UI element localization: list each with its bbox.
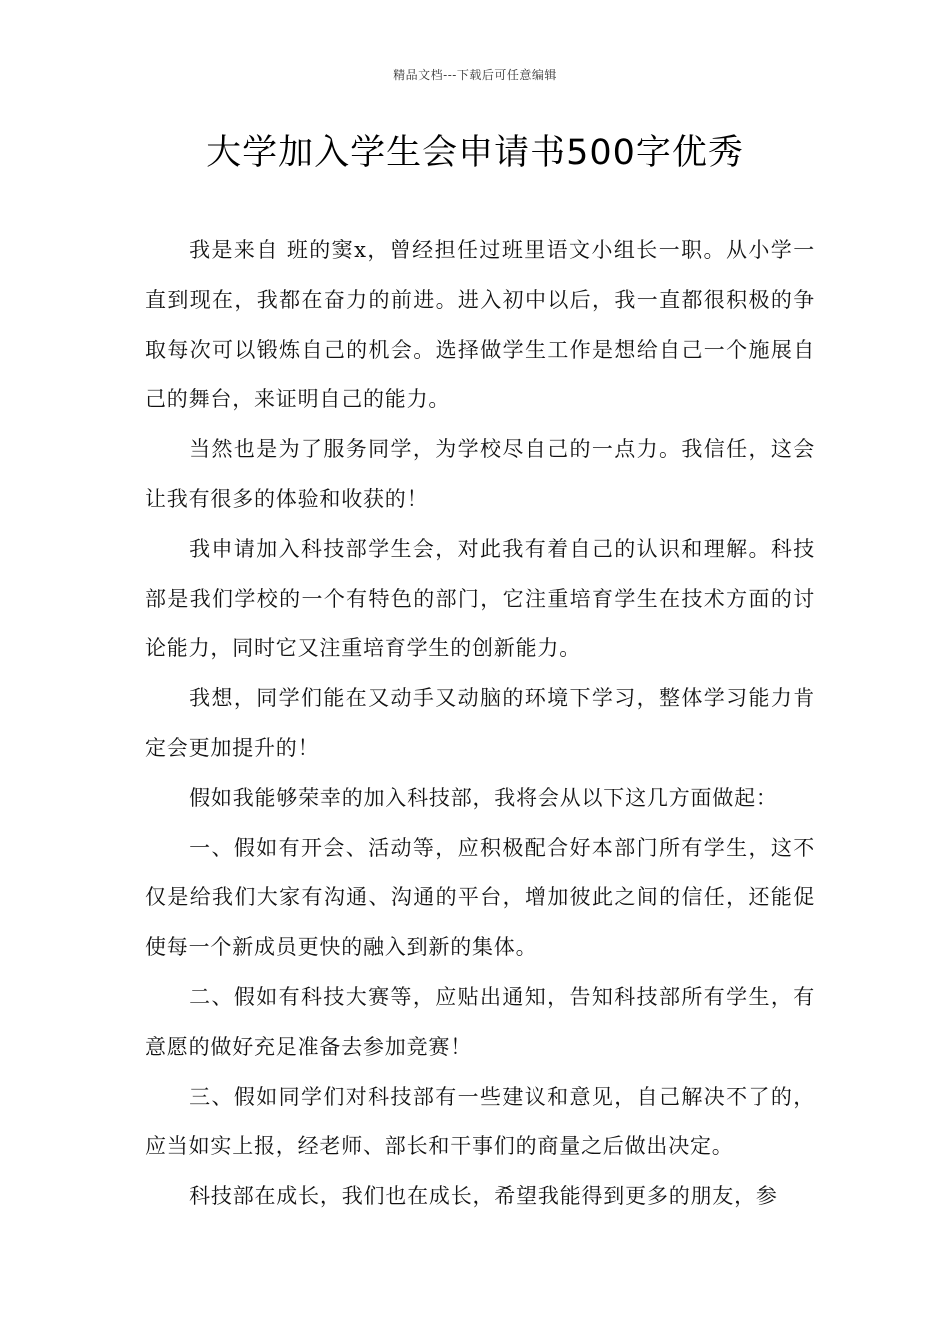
header-note: 精品文档---下载后可任意编辑 [393,68,557,82]
paragraph: 我是来自 班的窦x，曾经担任过班里语文小组长一职。从小学一直到现在，我都在奋力的前进。进入初中以后，我一直都很积极的争取每次可以锻炼自己的机会。选择做学生工作是想给自己一个施展自己的舞台，来证明自己的能力。 [145,238,815,412]
document-body [145,226,815,1222]
paragraph: 科技部在成长，我们也在成长，希望我能得到更多的朋友，参 [189,1184,778,1209]
paragraph: 我申请加入科技部学生会，对此我有着自己的认识和理解。科技部是我们学校的一个有特色的部门，它注重培育学生在技术方面的讨论能力，同时它又注重培育学生的创新能力。 [145,536,815,661]
page-title: 大学加入学生会申请书500字优秀 [206,133,744,173]
paragraph: 二、假如有科技大赛等，应贴出通知，告知科技部所有学生，有意愿的做好充足准备去参加竞赛！ [145,984,815,1059]
paragraph: 当然也是为了服务同学，为学校尽自己的一点力。我信任，这会让我有很多的体验和收获的！ [145,437,815,511]
paragraph: 我想，同学们能在又动手又动脑的环境下学习，整体学习能力肯定会更加提升的！ [145,686,815,760]
paragraph: 三、假如同学们对科技部有一些建议和意见，自己解决不了的，应当如实上报，经老师、部长和干事们的商量之后做出决定。 [145,1084,815,1159]
paragraph: 假如我能够荣幸的加入科技部，我将会从以下这几方面做起： [189,785,778,810]
paragraph: 一、假如有开会、活动等，应积极配合好本部门所有学生，这不仅是给我们大家有沟通、沟通的平台，增加彼此之间的信任，还能促使每一个新成员更快的融入到新的集体。 [145,835,815,960]
